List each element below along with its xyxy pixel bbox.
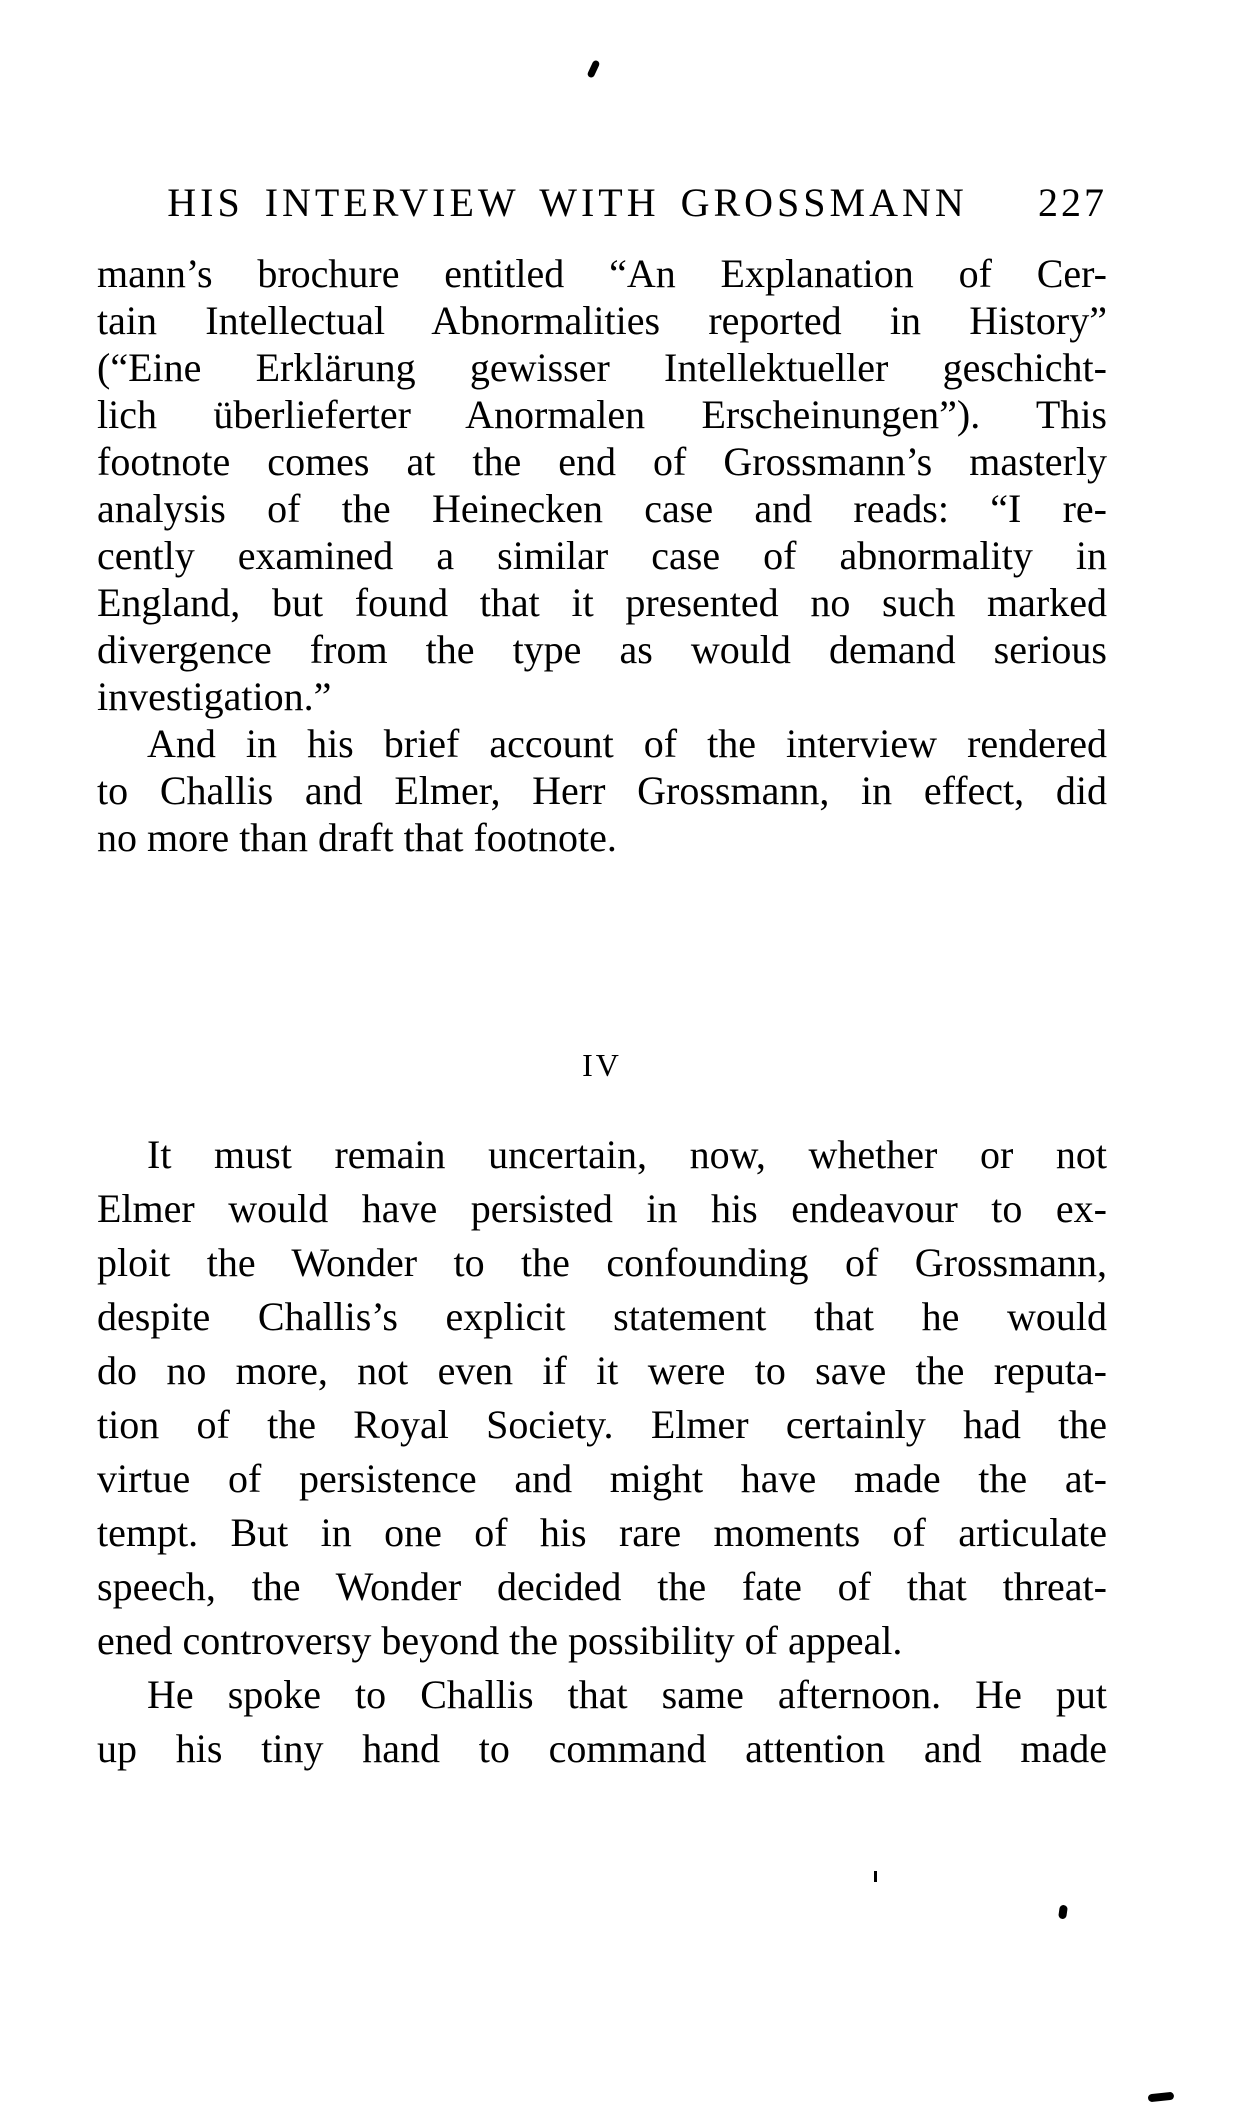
- text-line: analysis of the Heinecken case and reads: “I re-: [97, 486, 1107, 531]
- text-line: England, but found that it presented no such marked: [97, 580, 1107, 625]
- text-line: despite Challis’s explicit statement that he would: [97, 1294, 1107, 1339]
- text-line: He spoke to Challis that same afternoon. He put: [147, 1672, 1107, 1717]
- paragraph-4: [97, 1668, 1107, 1776]
- stray-ink-mark-icon: [587, 59, 601, 78]
- stray-ink-dot-icon: [1058, 1905, 1068, 1920]
- page-number: 227: [1038, 180, 1107, 225]
- text-line: ened controversy beyond the possibility of appeal.: [97, 1618, 903, 1663]
- paragraph-3: [97, 1128, 1107, 1668]
- text-line: up his tiny hand to command attention and made: [97, 1726, 1107, 1771]
- text-line: tempt. But in one of his rare moments of articulate: [97, 1510, 1107, 1555]
- paragraph-2: [97, 720, 1107, 861]
- text-line: tain Intellectual Abnormalities reported in History”: [97, 298, 1107, 343]
- text-line: speech, the Wonder decided the fate of that threat-: [97, 1564, 1107, 1609]
- text-line: Elmer would have persisted in his endeavour to ex-: [97, 1186, 1107, 1231]
- text-line: divergence from the type as would demand serious: [97, 627, 1107, 672]
- text-line: investigation.”: [97, 674, 332, 719]
- text-line: ploit the Wonder to the confounding of Grossmann,: [97, 1240, 1107, 1285]
- text-line: mann’s brochure entitled “An Explanation of Cer-: [97, 251, 1107, 296]
- text-line: It must remain uncertain, now, whether or not: [147, 1132, 1107, 1177]
- paragraph-1: [97, 250, 1107, 720]
- text-line: footnote comes at the end of Grossmann’s masterly: [97, 439, 1107, 484]
- text-line: (“Eine Erklärung gewisser Intellektueller geschicht-: [97, 345, 1107, 390]
- text-line: do no more, not even if it were to save the reputa-: [97, 1348, 1107, 1393]
- running-head: [97, 182, 1107, 224]
- text-line: tion of the Royal Society. Elmer certainly had the: [97, 1402, 1107, 1447]
- running-head-title: HIS INTERVIEW WITH GROSSMANN: [167, 180, 968, 225]
- stray-ink-tick-icon: [874, 1871, 877, 1882]
- text-line: cently examined a similar case of abnormality in: [97, 533, 1107, 578]
- text-line: no more than draft that footnote.: [97, 815, 617, 860]
- text-line: lich überlieferter Anormalen Erscheinungen”). This: [97, 392, 1107, 437]
- section-heading-numeral: IV: [582, 1047, 622, 1083]
- text-line: virtue of persistence and might have made the at-: [97, 1456, 1107, 1501]
- stray-ink-dash-icon: [1148, 2092, 1175, 2103]
- text-line: And in his brief account of the interview rendered: [147, 721, 1107, 766]
- text-line: to Challis and Elmer, Herr Grossmann, in effect, did: [97, 768, 1107, 813]
